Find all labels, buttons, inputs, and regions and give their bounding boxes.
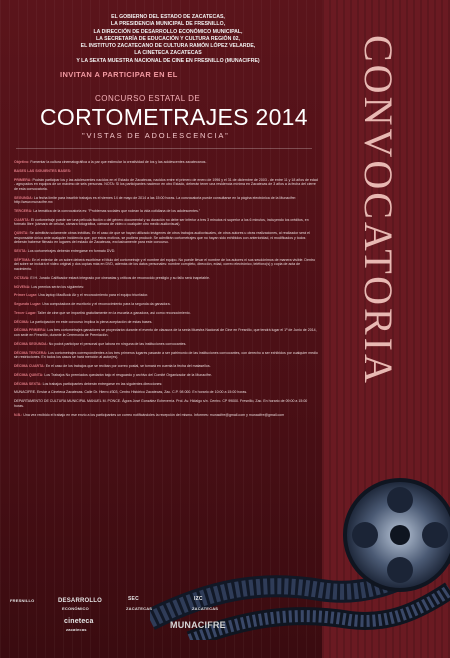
contest-title: CORTOMETRAJES 2014 (40, 104, 308, 130)
institution-line: LA CINETECA ZACATECAS (134, 50, 202, 57)
rule-text: Los premios serán los siguientes: (31, 284, 84, 289)
rule-paragraph (14, 311, 318, 316)
rule-key: N.B.: (14, 412, 23, 417)
rule-text: No podrá participar el personal que labora en ninguna de las instituciones convocantes. (48, 341, 187, 346)
rule-key: NOVENA: (14, 284, 31, 289)
rule-paragraph (14, 390, 318, 395)
rule-text: Los cortometrajes correspondientes a los tres primeros lugares pasarán a ser patrimonio de las instituciones convocantes, con derecho a ser exhibidos por cualquier medio sin restricciones. En todos los casos se hará mención al autor(es). (14, 350, 318, 360)
rule-text: Una computadora de escritorio y el reconocimiento para la segunda da ganadora. (42, 302, 171, 307)
cineteca-logo: cineteca (64, 618, 94, 625)
rule-text: En el exterior de un sobre deberá escribirse el título del cortometraje y el nombre del equipo. No puede llevar el nombre de los autores ni sus seudónimos de manera visible. Dentro del sobre se incluirá el video original y dos copias más en DVD, además de los datos personales: nombre completo, dirección, edad, correo electrónico, teléfono(s) y copia de acta de nacimiento. (14, 257, 316, 271)
zacatecas-sec-logo: ZACATECAS (126, 606, 153, 611)
rule-paragraph (14, 413, 318, 418)
contest-line1: CONCURSO ESTATAL DE (95, 94, 201, 103)
munacifre-logo: MUNACIFRE (170, 620, 226, 630)
rule-text: La fecha límite para inscribir trabajos es el viernes 14 de mayo de 2014 a las 15:00 horas. La convocatoria puede consultarse en la página electrónica de la Munacifre: http://www.munacifre.mx (14, 195, 296, 205)
institution-line: LA PRESIDENCIA MUNICIPAL DE FRESNILLO, (110, 21, 226, 28)
rule-paragraph (14, 351, 318, 360)
rule-paragraph (14, 231, 318, 245)
rule-paragraph (14, 218, 318, 227)
zacatecas-izc-logo: ZACATECAS (192, 606, 219, 611)
institution-line: Y LA SEXTA MUESTRA NACIONAL DE CINE EN FRESNILLO (MUNACIFRE) (76, 57, 260, 64)
rule-key: DÉCIMA TERCERA: (14, 350, 48, 355)
rule-text: MUNACIFRE. Enviar a Cineteca Zacatecas. Calle Dr. Hierro #303, Centro Histórico Zacatecas, Zac. C.P. 98 000. En horario de 10:00 a 15:00 horas. (14, 390, 248, 395)
rule-key: OCTAVA: (14, 275, 30, 280)
rule-key: Primer Lugar: (14, 293, 38, 298)
institution-line: EL GOBIERNO DEL ESTADO DE ZACATECAS, (111, 14, 225, 20)
rule-paragraph (14, 160, 318, 165)
rule-text: Los Trabajos No premiados quedarán bajo el resguardo y archivo del Comité Organizador de la Munacifre. (44, 372, 212, 377)
institution-line: EL INSTITUTO ZACATECANO DE CULTURA RAMÓN LÓPEZ VELARDE, (80, 43, 256, 50)
rule-paragraph (14, 373, 318, 378)
rules-body (14, 160, 318, 421)
economico-logo: ECONÓMICO (62, 606, 89, 611)
rule-key: Tercer Lugar: (14, 310, 37, 315)
rule-key: DÉCIMA SEGUNDA: (14, 341, 48, 346)
rule-key: SÉPTIMA: (14, 257, 31, 262)
rule-key: TERCERA: (14, 208, 33, 213)
rule-key: DÉCIMA SEXTA: (14, 381, 42, 386)
institution-line: LA DIRECCIÓN DE DESARROLLO ECONÓMICO MUNICIPAL, (93, 28, 243, 35)
rule-paragraph (14, 258, 318, 272)
rule-text: El cortometraje puede ser una película ficción o del género documental y su duración no debe ser inferior a tres 3 minutos ni superior a los 6 minutos, incluyendo los créditos, en formato libre (cámara de celular, cámara fotográfica, cámara de video o cualquier otro medio audiovisual). (14, 217, 309, 227)
rule-paragraph (14, 276, 318, 281)
rule-text: Los trabajos participantes deberán entregarse en las siguientes direcciones: (42, 381, 163, 386)
rule-key: QUINTA: (14, 231, 29, 236)
rule-key: PRIMERA: (14, 177, 32, 182)
rule-paragraph (14, 364, 318, 369)
rule-paragraph (14, 342, 318, 347)
rule-key: SEXTA: (14, 249, 27, 254)
rule-text: El H. Jurado Calificador estará integrado por cineastas y críticos de reconocido prestigio y su fallo será inapelable. (30, 275, 210, 280)
rule-text: Los tres cortometrajes ganadores se proyectarán durante el evento de clausura de la sexta Muestra Nacional de Cine en Fresnillo, que tendrá lugar el 1º de Junio de 2014, con sede en Fresnillo, durante la Ceremonia de Premiación. (14, 328, 317, 338)
rule-key: DÉCIMA: (14, 319, 30, 324)
rule-text: Los cortometrajes deberán entregarse en formato DVD. (27, 249, 116, 254)
rule-text: La temática de la convocatoria es: "Problemas sociales que rodean la vida cotidiana de los adolescentes." (33, 208, 201, 213)
rule-text: Podrán participar los y las adolescentes nacidos en el Estado de Zacatecas, nacidos entre el primero de enero de 1996 y el 31 de diciembre de 2003 - de entre 11 y 18 años de edad - agrupados en equipos de un máximo de seis personas. NOTA: Si los participantes nacieron en otro Estado, deberán tener una residencia mínima en Zacatecas de 3 años a la fecha del cierre de esta convocatoria. (14, 177, 318, 191)
sponsor-logos (0, 596, 322, 656)
rule-paragraph (14, 328, 318, 337)
divider (16, 148, 312, 149)
rule-text: Se admitirán solamente obras inéditas. En el caso de que se hayan utilizado imágenes de otros trabajos audiovisuales, de otros autores u otras realizaciones, al realizador será el responsable único ante cualquier incidencia que, por estos motivos, se pudiera producir. Se admitirán cortometrajes que no hayan sido exhibidos con anterioridad, ni modificados y todos deberán haberse filmado en lugares del estado de Zacatecas, exclusivamente para este concurso. (14, 231, 310, 245)
rule-text: Fomentar la cultura cinematográfica a la par que estimular la creatividad de los y las adolescentes zacatecanos. (30, 160, 207, 164)
rule-key: DÉCIMA CUARTA: (14, 364, 45, 368)
rule-paragraph (14, 249, 318, 254)
desarrollo-logo: DESARROLLO (58, 598, 102, 604)
rule-key: DÉCIMA QUINTA: (14, 372, 44, 377)
rule-key: SEGUNDA: (14, 195, 33, 200)
rule-text: Taller de cine que se impartirá gratuitamente en la escuela a ganadora, así como reconocimiento. (37, 310, 191, 315)
rule-paragraph (14, 169, 318, 174)
fresnillo-logo: FRESNILLO (10, 598, 35, 603)
institution-list (18, 14, 318, 65)
zacatecas-cineteca-logo: zacatecas (66, 627, 87, 632)
rule-text: La participación en este concurso implica la plena aceptación de estas bases. (30, 319, 153, 324)
rule-paragraph (14, 196, 318, 205)
rule-key: Objetivo: (14, 160, 30, 164)
institution-line: LA SECRETARÍA DE EDUCACIÓN Y CULTURA REGIÓN 02, (95, 35, 240, 42)
rule-key: CUARTA: (14, 217, 30, 222)
rule-paragraph (14, 302, 318, 307)
rule-paragraph (14, 320, 318, 325)
convocatoria-vertical-title: CONVOCATORIA (356, 35, 401, 386)
rule-paragraph (14, 399, 318, 408)
rule-text: DEPARTAMENTO DE CULTURA MUNICIPAL MANUEL M. PONCE. Ágora José González Echeverría. Prol. Av. Hidalgo s/n. Centro. CP 99000. Fresnillo, Zac. En horario de 09:00 a 15:00 horas. (14, 399, 308, 408)
rule-text: Una laptop MacBook Air y el reconocimiento para el equipo triunfador. (38, 293, 149, 298)
sec-logo: SEC (128, 596, 139, 602)
rule-paragraph (14, 209, 318, 214)
rule-key: DÉCIMA PRIMERA: (14, 328, 47, 333)
rule-key: BASES LAS SIGUIENTES BASES: (14, 168, 72, 173)
contest-subtitle: "VISTAS DE ADOLESCENCIA" (82, 131, 230, 140)
rule-paragraph (14, 285, 318, 290)
rule-paragraph (14, 178, 318, 192)
rule-text: En el caso de los trabajos que se reciban por correo postal, se tomará en cuenta la fecha del matasellos. (45, 364, 211, 368)
rule-key: Segundo Lugar: (14, 302, 42, 307)
rule-text: Una vez recibido el trabajo en ese envío a los participantes un correo notificándoles la recepción del mismo. Informes: munacifre@gmail.com y munacifre@gmail.com (23, 412, 285, 417)
invite-text: INVITAN A PARTICIPAR EN EL (60, 70, 178, 79)
rule-paragraph (14, 382, 318, 387)
izc-logo: IZC (194, 596, 203, 602)
rule-paragraph (14, 293, 318, 298)
